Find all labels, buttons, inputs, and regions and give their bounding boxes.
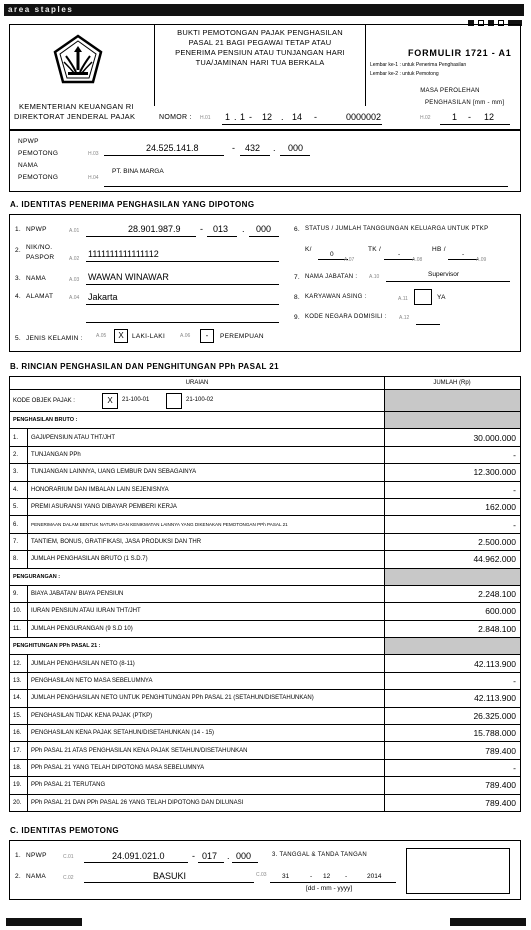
row-number: 2. — [10, 446, 28, 463]
nomor-underline — [222, 124, 382, 125]
tanggal-sep: - — [310, 873, 313, 880]
npwp-sep: - — [232, 143, 235, 153]
row-amount: - — [385, 481, 521, 498]
grey-cell — [385, 390, 521, 412]
masa-to: 12 — [484, 112, 495, 122]
npwp-kpp: 432 — [245, 143, 261, 153]
directorate-name: DIREKTORAT JENDERAL PAJAK — [14, 112, 136, 121]
kode-negara-label: KODE NEGARA DOMISILI : — [305, 314, 387, 320]
item-num: 2. — [15, 247, 22, 254]
alamat-underline — [86, 304, 279, 305]
row-number: 20. — [10, 794, 28, 811]
nik-underline — [86, 261, 279, 262]
field-code: H.04 — [88, 175, 99, 181]
row-amount: 12.300.000 — [385, 464, 521, 481]
hb-underline — [448, 259, 478, 260]
laki-laki-label: LAKI-LAKI — [132, 333, 166, 340]
table-row — [10, 446, 521, 463]
item-num: 3. — [15, 275, 22, 282]
nama-label: NAMA — [26, 275, 46, 282]
title-line: BUKTI PEMOTONGAN PAJAK PENGHASILAN — [177, 28, 343, 37]
table-row — [10, 707, 521, 724]
row-number: 15. — [10, 707, 28, 724]
nomor-part: 1 — [240, 112, 246, 122]
field-code: A.06 — [180, 333, 191, 339]
row-amount: 2.248.100 — [385, 585, 521, 602]
field-code: H.01 — [200, 115, 211, 121]
row-amount: 26.325.000 — [385, 707, 521, 724]
npwp-underline — [280, 155, 310, 156]
row-number: 16. — [10, 725, 28, 742]
field-code: A.10 — [369, 274, 380, 280]
field-code: A.12 — [399, 315, 410, 321]
alamat-underline — [86, 322, 279, 323]
row-number: 4. — [10, 481, 28, 498]
ministry-emblem-icon — [52, 34, 104, 86]
row-amount: - — [385, 446, 521, 463]
item-num: 5. — [15, 335, 22, 342]
row-amount: 789.400 — [385, 742, 521, 759]
row-number: 10. — [10, 603, 28, 620]
npwp-cabang: 000 — [288, 143, 304, 153]
row-amount: 789.400 — [385, 794, 521, 811]
npwp-underline — [240, 155, 270, 156]
alamat-value: Jakarta — [88, 292, 118, 302]
item-num: 8. — [294, 294, 301, 301]
row-number: 6. — [10, 516, 28, 533]
field-code: C.01 — [63, 854, 74, 860]
hb-value: - — [462, 251, 465, 258]
table-row — [10, 603, 521, 620]
penerima-name: WAWAN WINAWAR — [88, 272, 169, 282]
npwp-sep: . — [273, 143, 276, 153]
npwp-underline — [207, 236, 237, 237]
k-label: K/ — [305, 246, 312, 253]
grey-cell — [385, 412, 521, 429]
table-row — [10, 551, 521, 568]
npwp-label: PEMOTONG — [18, 150, 59, 157]
row-amount: 42.113.900 — [385, 655, 521, 672]
row-number: 14. — [10, 690, 28, 707]
nama-label: PEMOTONG — [18, 174, 59, 181]
row-label: PPh PASAL 21 ATAS PENGHASILAN KENA PAJAK SETAHUN/DISETAHUNKAN — [28, 742, 385, 759]
masa-label-line: PENGHASILAN [mm - mm] — [425, 100, 505, 106]
lembar-1: Lembar ke-1 : untuk Penerima Penghasilan — [370, 62, 467, 68]
title-line: TUA/JAMINAN HARI TUA BERKALA — [195, 58, 325, 67]
signature-box[interactable] — [406, 848, 510, 894]
nomor-part: 14 — [292, 112, 303, 122]
nik-label: NIK/NO. — [26, 244, 53, 251]
nomor-part: 1 — [225, 112, 231, 122]
row-label: JUMLAH PENGHASILAN NETO (8-11) — [28, 655, 385, 672]
row-number: 18. — [10, 759, 28, 776]
row-number: 3. — [10, 464, 28, 481]
masa-label-line: MASA PEROLEHAN — [420, 88, 480, 94]
table-row — [10, 742, 521, 759]
masa-underline — [440, 124, 510, 125]
field-code: A.11 — [398, 296, 408, 302]
field-code: A.08 — [412, 257, 423, 263]
kode-objek-label: KODE OBJEK PAJAK : — [13, 397, 75, 404]
kode-21-100-02-label: 21-100-02 — [186, 397, 214, 403]
field-code: H.02 — [420, 115, 431, 121]
field-code: A.03 — [69, 277, 80, 283]
jabatan-value: Supervisor — [428, 271, 460, 278]
npwp-label: NPWP — [18, 138, 39, 145]
row-number: 13. — [10, 672, 28, 689]
npwp-underline — [104, 155, 224, 156]
table-row — [10, 429, 521, 446]
penghitungan-header: PENGHITUNGAN PPh PASAL 21 : — [10, 638, 385, 655]
tk-underline — [384, 259, 414, 260]
row-amount: 162.000 — [385, 498, 521, 515]
table-row — [10, 759, 521, 776]
ya-label: YA — [437, 294, 446, 301]
row-label: PPh PASAL 21 DAN PPh PASAL 26 YANG TELAH DIPOTONG DAN DILUNASI — [28, 794, 385, 811]
bottom-bar — [450, 918, 526, 926]
pemotong-name: PT. BINA MARGA — [112, 168, 164, 175]
kode-21-100-01-label: 21-100-01 — [122, 397, 150, 403]
table-row — [10, 585, 521, 602]
row-label: HONORARIUM DAN IMBALAN LAIN SEJENISNYA — [28, 481, 385, 498]
row-label: PPh PASAL 21 YANG TELAH DIPOTONG MASA SEBELUMNYA — [28, 759, 385, 776]
tk-value: - — [398, 251, 401, 258]
row-label: IURAN PENSIUN ATAU IURAN THT/JHT — [28, 603, 385, 620]
table-row — [10, 464, 521, 481]
row-label: JUMLAH PENGHASILAN NETO UNTUK PENGHITUNGAN PPh PASAL 21 (SETAHUN/DISETAHUNKAN) — [28, 690, 385, 707]
kode-21-100-02-checkbox[interactable] — [166, 393, 182, 409]
row-number: 12. — [10, 655, 28, 672]
item-num: 9. — [294, 314, 301, 321]
field-code: C.02 — [63, 875, 74, 881]
bottom-bar — [6, 918, 82, 926]
row-amount: 789.400 — [385, 777, 521, 794]
table-row — [10, 620, 521, 637]
nik-value: 1111111111111112 — [88, 249, 159, 259]
col-uraian-header: URAIAN — [10, 377, 385, 390]
kode-negara-underline — [416, 324, 440, 325]
item-num: 1. — [15, 852, 22, 859]
bruto-header: PENGHASILAN BRUTO : — [10, 412, 385, 429]
masa-label — [410, 88, 490, 94]
nomor-label: NOMOR : — [159, 114, 192, 121]
npwp-underline — [249, 236, 279, 237]
kode-objek-row — [10, 390, 385, 412]
grey-cell — [385, 568, 521, 585]
row-number: 1. — [10, 429, 28, 446]
table-row — [10, 794, 521, 811]
field-code: A.01 — [69, 228, 80, 234]
karyawan-asing-checkbox[interactable] — [414, 289, 432, 305]
nomor-part: 0000002 — [346, 112, 382, 122]
field-code: A.09 — [476, 257, 487, 263]
nama-underline — [84, 882, 254, 883]
field-code: A.02 — [69, 256, 80, 262]
table-row — [10, 533, 521, 550]
masa-from: 1 — [452, 112, 458, 122]
row-label: BIAYA JABATAN/ BIAYA PENSIUN — [28, 585, 385, 602]
row-label: PENGHASILAN TIDAK KENA PAJAK (PTKP) — [28, 707, 385, 724]
area-staples-label: area staples — [8, 5, 74, 14]
grey-cell — [385, 638, 521, 655]
row-label: PENERIMAAN DALAM BENTUK NATURA DAN KENIKMATAN LAINNYA YANG DIKENAKAN PEMOTONGAN PPh PASAL 21 — [28, 516, 385, 533]
perempuan-label: PEREMPUAN — [220, 333, 264, 340]
field-code: C.03 — [256, 872, 267, 878]
item-num: 7. — [294, 274, 301, 281]
row-amount: 30.000.000 — [385, 429, 521, 446]
karyawan-asing-label: KARYAWAN ASING : — [305, 294, 367, 300]
hb-label: HB / — [432, 246, 446, 253]
alamat-label: ALAMAT — [26, 293, 54, 300]
table-row — [10, 655, 521, 672]
row-number: 8. — [10, 551, 28, 568]
staples-bar — [4, 4, 524, 16]
header-divider — [365, 24, 366, 106]
kode-21-100-01-checkbox[interactable]: X — [102, 393, 118, 409]
row-number: 9. — [10, 585, 28, 602]
table-row — [10, 725, 521, 742]
tanggal-year: 2014 — [367, 873, 382, 880]
npwp-underline — [232, 862, 258, 863]
laki-laki-checkbox[interactable]: X — [114, 329, 128, 343]
npwp-label: NPWP — [26, 852, 47, 859]
table-row — [10, 690, 521, 707]
row-label: PREMI ASURANSI YANG DIBAYAR PEMBERI KERJA — [28, 498, 385, 515]
row-label: JUMLAH PENGURANGAN (9 S.D 10) — [28, 620, 385, 637]
tanggal-underline — [270, 882, 396, 883]
ministry-name: KEMENTERIAN KEUANGAN RI — [19, 102, 134, 111]
npwp-kpp: 017 — [202, 851, 218, 861]
field-code: A.07 — [344, 257, 355, 263]
nomor-sep: . — [234, 112, 237, 122]
nama-label: NAMA — [26, 873, 46, 880]
row-amount: 15.788.000 — [385, 725, 521, 742]
row-amount: 2.848.100 — [385, 620, 521, 637]
jabatan-underline — [386, 281, 510, 282]
pemotong-name: BASUKI — [153, 871, 187, 881]
npwp-main: 24.091.021.0 — [112, 851, 165, 861]
field-code: A.05 — [96, 333, 107, 339]
title-line: PENERIMA PENSIUN ATAU TUNJANGAN HARI — [175, 48, 345, 57]
nik-label: PASPOR — [26, 254, 55, 261]
row-label: JUMLAH PENGHASILAN BRUTO (1 S.D.7) — [28, 551, 385, 568]
table-row — [10, 777, 521, 794]
status-label: STATUS / JUMLAH TANGGUNGAN KELUARGA UNTUK PTKP — [305, 226, 489, 232]
row-amount: - — [385, 516, 521, 533]
jenis-kelamin-label: JENIS KELAMIN : — [26, 335, 83, 342]
row-number: 5. — [10, 498, 28, 515]
npwp-sep: . — [227, 851, 230, 861]
lembar-2: Lembar ke-2 : untuk Pemotong — [370, 71, 439, 77]
table-row — [10, 516, 521, 533]
row-number: 7. — [10, 533, 28, 550]
npwp-underline — [84, 862, 188, 863]
form-code: FORMULIR 1721 - A1 — [408, 48, 512, 58]
row-label: GAJI/PENSIUN ATAU THT/JHT — [28, 429, 385, 446]
row-amount: 2.500.000 — [385, 533, 521, 550]
npwp-cabang: 000 — [236, 851, 252, 861]
tk-label: TK / — [368, 246, 382, 253]
section-a-box — [9, 214, 521, 352]
row-amount: 44.962.000 — [385, 551, 521, 568]
k-value: 0 — [330, 251, 334, 258]
header-divider — [154, 24, 155, 106]
npwp-label: NPWP — [26, 226, 47, 233]
col-jumlah-header: JUMLAH (Rp) — [385, 377, 521, 390]
nomor-sep: . — [281, 112, 284, 122]
field-code: A.04 — [69, 295, 80, 301]
rincian-table — [9, 376, 521, 812]
tanggal-month: 12 — [323, 873, 331, 880]
table-row — [10, 498, 521, 515]
tanggal-day: 31 — [282, 873, 290, 880]
row-amount: - — [385, 672, 521, 689]
row-label: TUNJANGAN LAINNYA, UANG LEMBUR DAN SEBAGAINYA — [28, 464, 385, 481]
row-amount: 42.113.900 — [385, 690, 521, 707]
npwp-cabang: 000 — [256, 224, 272, 234]
pemotong-box — [9, 130, 521, 192]
row-label: TUNJANGAN PPh — [28, 446, 385, 463]
section-a-title: A. IDENTITAS PENERIMA PENGHASILAN YANG DIPOTONG — [10, 200, 255, 209]
section-c-title: C. IDENTITAS PEMOTONG — [10, 826, 119, 835]
row-number: 11. — [10, 620, 28, 637]
row-label: PENGHASILAN KENA PAJAK SETAHUN/DISETAHUNKAN (14 - 15) — [28, 725, 385, 742]
item-num: 2. — [15, 873, 22, 880]
nomor-sep: - — [314, 112, 317, 122]
npwp-kpp: 013 — [213, 224, 229, 234]
masa-sep: - — [468, 112, 471, 122]
nomor-sep: - — [249, 112, 252, 122]
row-label: PPh PASAL 21 TERUTANG — [28, 777, 385, 794]
nama-underline — [104, 186, 508, 187]
npwp-underline — [198, 862, 224, 863]
table-row — [10, 481, 521, 498]
nama-label: NAMA — [18, 162, 38, 169]
row-label: TANTIEM, BONUS, GRATIFIKASI, JASA PRODUKSI DAN THR — [28, 533, 385, 550]
nama-underline — [86, 284, 279, 285]
pengurangan-header: PENGURANGAN : — [10, 568, 385, 585]
nomor-part: 12 — [262, 112, 273, 122]
item-num: 6. — [294, 226, 301, 233]
row-label: PENGHASILAN NETO MASA SEBELUMNYA — [28, 672, 385, 689]
npwp-sep: - — [192, 851, 195, 861]
row-amount: - — [385, 759, 521, 776]
npwp-sep: - — [200, 224, 203, 234]
item-num: 1. — [15, 226, 22, 233]
title-line: PASAL 21 BAGI PEGAWAI TETAP ATAU — [188, 38, 332, 47]
table-row — [10, 672, 521, 689]
row-amount: 600.000 — [385, 603, 521, 620]
row-number: 19. — [10, 777, 28, 794]
date-format: [dd - mm - yyyy] — [306, 885, 353, 892]
npwp-main: 24.525.141.8 — [146, 143, 199, 153]
npwp-main: 28.901.987.9 — [128, 224, 181, 234]
ttd-label: 3. TANGGAL & TANDA TANGAN — [272, 852, 367, 858]
npwp-underline — [86, 236, 196, 237]
jabatan-label: NAMA JABATAN : — [305, 274, 358, 280]
perempuan-checkbox[interactable]: - — [200, 329, 214, 343]
tanggal-sep: - — [345, 873, 348, 880]
section-b-title: B. RINCIAN PENGHASILAN DAN PENGHITUNGAN PPh PASAL 21 — [10, 362, 279, 371]
field-code: H.03 — [88, 151, 99, 157]
npwp-sep: . — [242, 224, 245, 234]
form-title — [160, 28, 360, 68]
item-num: 4. — [15, 293, 22, 300]
row-number: 17. — [10, 742, 28, 759]
